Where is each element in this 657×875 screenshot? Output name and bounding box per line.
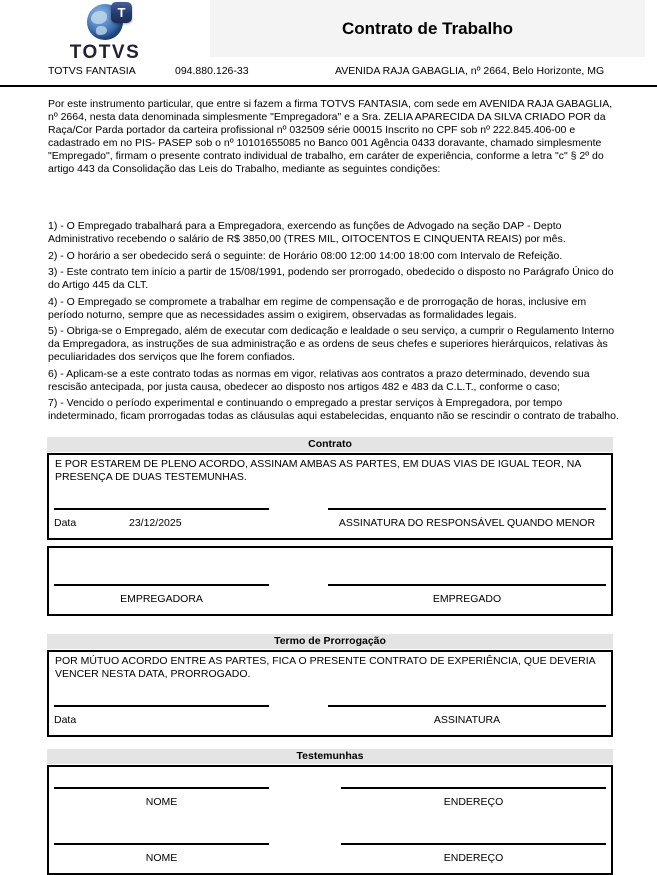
contrato-agreement-text: E POR ESTAREM DE PLENO ACORDO, ASSINAM AMBAS AS PARTES, EM DUAS VIAS DE IGUAL TEOR, NA PRESENÇA DE DUAS TESTEMUNHAS. bbox=[55, 457, 581, 483]
totvs-wordmark: TOTVS bbox=[69, 42, 141, 63]
company-name: TOTVS FANTASIA bbox=[48, 65, 136, 77]
prorrogacao-date-area bbox=[54, 705, 269, 727]
prorrogacao-signature-line bbox=[328, 705, 606, 707]
minor-responsible-signature-label: ASSINATURA DO RESPONSÁVEL QUANDO MENOR bbox=[338, 516, 596, 529]
employee-signature-area bbox=[328, 584, 606, 606]
section-testemunhas-header: Testemunhas bbox=[47, 749, 613, 764]
witness2-address-area bbox=[341, 843, 606, 865]
witness2-name-area bbox=[54, 843, 269, 865]
section-contrato bbox=[47, 437, 613, 616]
clause-7: 7) - Vencido o período experimental e continuando o empregado a prestar serviços à Empregadora, por tempo indeterminado, ficam prorrogadas todas as cláusulas aqui estabelecidas, enquanto não se rescindir o contrato de trabalho. bbox=[48, 397, 619, 422]
witness1-address-area bbox=[341, 787, 606, 809]
clause-6: 6) - Aplicam-se a este contrato todas as normas em vigor, relativas aos contratos a prazo determinado, devendo sua rescisão antecipada, por justa causa, obedecer ao disposto nos artigos 482 e 483 da C.L.T., conforme o caso; bbox=[48, 367, 590, 393]
witness2-name-label: NOME bbox=[145, 851, 178, 864]
company-info-row bbox=[48, 65, 657, 78]
prorrogacao-text: POR MÚTUO ACORDO ENTRE AS PARTES, FICA O PRESENTE CONTRATO DE EXPERIÊNCIA, QUE DEVERIA VENCER NESTA DATA, PRORROGADO. bbox=[55, 654, 596, 680]
employer-signature-line bbox=[54, 584, 269, 586]
clause-3: 3) - Este contrato tem início a partir de 15/08/1991, podendo ser prorrogado, obedecido o disposto no Parágrafo Único do do Artigo 445 da CLT. bbox=[48, 266, 614, 291]
contrato-signature-box bbox=[47, 453, 613, 540]
section-termo-prorrogacao bbox=[47, 634, 613, 737]
witness-row-2 bbox=[54, 843, 606, 865]
employee-signature-line bbox=[328, 584, 606, 586]
date-value: 23/12/2025 bbox=[129, 516, 182, 529]
date-signature-line bbox=[54, 508, 269, 510]
document-header bbox=[0, 0, 657, 63]
employee-label: EMPREGADO bbox=[432, 592, 502, 605]
witness1-name-label: NOME bbox=[145, 795, 178, 808]
witness1-address-label: ENDEREÇO bbox=[443, 795, 504, 808]
company-registration-number: 094.880.126-33 bbox=[175, 65, 249, 77]
testemunhas-box bbox=[47, 765, 613, 875]
employer-label: EMPREGADORA bbox=[120, 592, 203, 605]
minor-responsible-signature-line bbox=[328, 508, 606, 510]
company-address: AVENIDA RAJA GABAGLIA, nº 2664, Belo Horizonte, MG bbox=[335, 65, 605, 77]
totvs-t-tile-icon: T bbox=[111, 2, 132, 23]
prorrogacao-box bbox=[47, 650, 613, 737]
section-contrato-header: Contrato bbox=[47, 437, 613, 452]
clause-1: 1) - O Empregado trabalhará para a Empregadora, exercendo as funções de Advogado na seção DAP - Depto Administrativo recebendo o salário de R$ 3850,00 (TRES MIL, OITOCENTOS E CINQUENTA REAIS) por mês. bbox=[48, 220, 566, 245]
witness2-address-label: ENDEREÇO bbox=[443, 851, 504, 864]
date-signature-area bbox=[54, 508, 269, 530]
witness1-name-line bbox=[54, 787, 269, 789]
witness2-address-line bbox=[341, 843, 606, 845]
employer-signature-area bbox=[54, 584, 269, 606]
minor-responsible-signature-area bbox=[328, 508, 606, 530]
clause-2: 2) - O horário a ser obedecido será o seguinte: de Horário 08:00 12:00 14:00 18:00 com Intervalo de Refeição. bbox=[48, 249, 563, 262]
witness1-address-line bbox=[341, 787, 606, 789]
witness1-name-area bbox=[54, 787, 269, 809]
clause-5: 5) - Obriga-se o Empregado, além de executar com dedicação e lealdade o seu serviço, a cumprir o Regulamento Interno da Empregadora, as instruções de sua administração e as ordens de seus chefes e superiores hierárquicos, relativas às peculiaridades dos serviços que lhe forem confiados. bbox=[48, 325, 615, 363]
prorrogacao-date-line bbox=[54, 705, 269, 707]
totvs-globe-icon bbox=[87, 4, 126, 40]
witness2-name-line bbox=[54, 843, 269, 845]
totvs-logo bbox=[70, 4, 141, 62]
contract-clauses bbox=[48, 220, 623, 423]
prorrogacao-date-label: Data bbox=[54, 713, 77, 726]
section-termo-header: Termo de Prorrogação bbox=[47, 634, 613, 649]
clause-4: 4) - O Empregado se compromete a trabalhar em regime de compensação e de prorrogação de horas, inclusive em período noturno, sempre que as necessidades assim o exigirem, observadas as formalidades legais. bbox=[48, 295, 587, 321]
section-testemunhas bbox=[47, 749, 613, 875]
contract-intro-paragraph: Por este instrumento particular, que entre si fazem a firma TOTVS FANTASIA, com sede em AVENIDA RAJA GABAGLIA, nº 2664, nesta data denominada simplesmente "Empregadora" e a Sra. ZELIA APARECIDA DA SILVA CRIADO POR da Raça/Cor Parda portador da carteira profissional nº 032509 série 00015 Inscrito no CPF sob nº 222.845.406-00 e cadastrado em no PIS- PASEP sob o nº 10101655085 no Banco 001 Agência 0433 doravante, chamado simplesmente "Empregado", firmam o presente contrato individual de trabalho, em caráter de experiência, conforme a letra "c" § 2º do artigo 443 da Consolidação das Leis do Trabalho, mediante as seguintes condições: bbox=[48, 98, 613, 175]
witness-row-1 bbox=[54, 787, 606, 809]
prorrogacao-signature-area bbox=[328, 705, 606, 727]
parties-signature-box bbox=[47, 546, 613, 616]
title-band bbox=[210, 0, 645, 57]
prorrogacao-signature-label: ASSINATURA bbox=[433, 713, 501, 726]
header-divider bbox=[0, 85, 657, 87]
page-title: Contrato de Trabalho bbox=[342, 19, 513, 38]
date-label: Data bbox=[54, 516, 77, 529]
